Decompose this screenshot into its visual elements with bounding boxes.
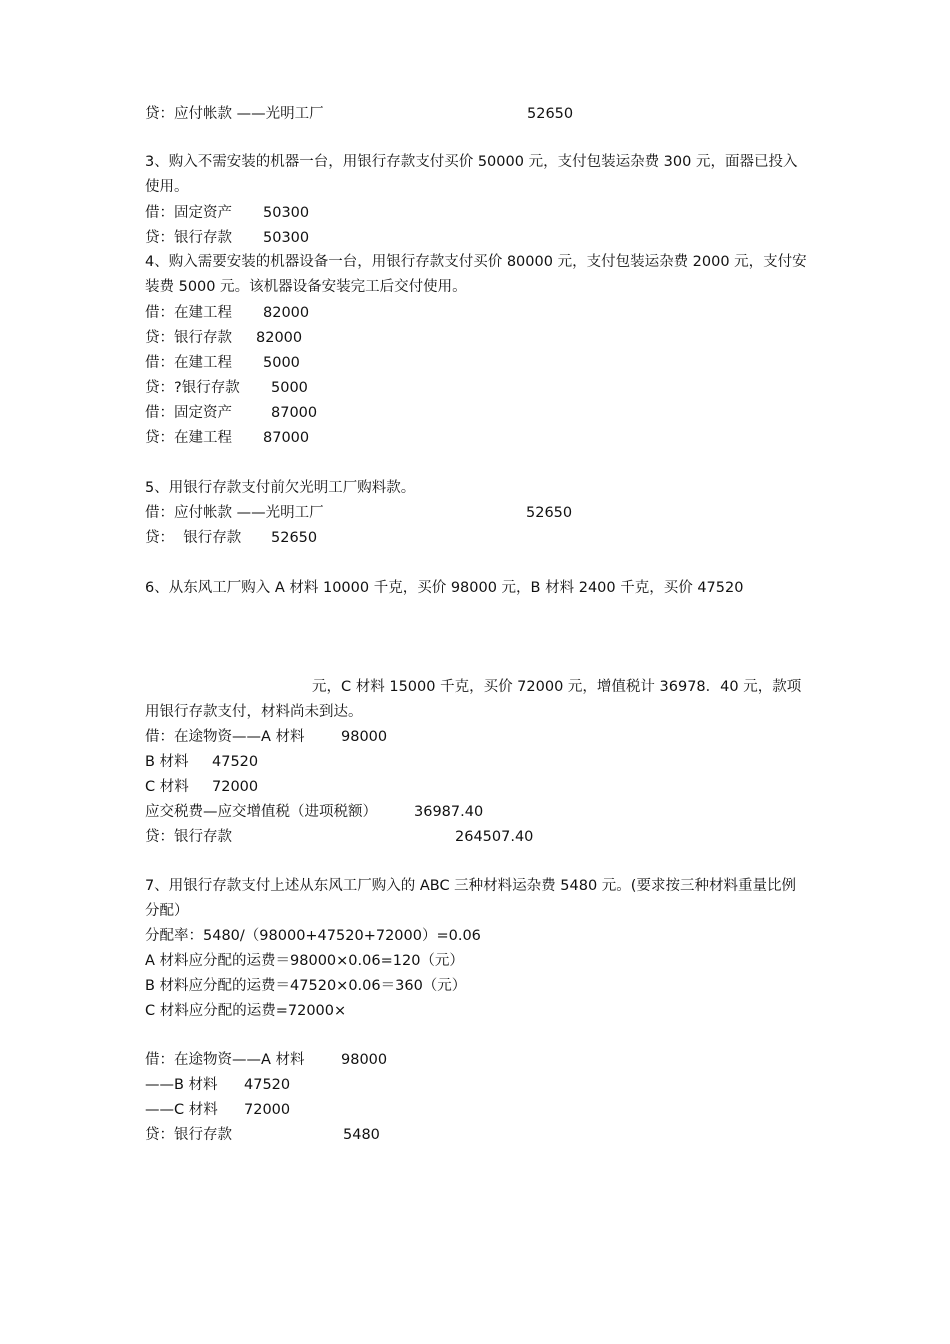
entry-amount: 82000 [256,330,303,346]
entry-label: 借：在建工程 [145,355,232,371]
calc-line: A 材料应分配的运费＝98000×0.06=120（元） [145,953,464,969]
entry-label: 贷：在建工程 [145,430,232,446]
entry-amount: 5000 [263,355,300,371]
entry-amount: 5000 [271,380,308,396]
entry-label: 贷： 银行存款 [145,530,242,546]
question-6-text-part1: 6、从东风工厂购入 A 材料 10000 千克，买价 98000 元，B 材料 2400 千克，买价 47520 [145,580,744,596]
calc-line: C 材料应分配的运费=72000× [145,1003,347,1019]
entry-amount: 36987.40 [414,804,484,820]
entry-label: ——B 材料 [145,1077,218,1093]
question-6-text-part2: 元，C 材料 15000 千克，买价 72000 元，增值税计 36978．40 元，款项 [312,679,802,695]
entry-label: 借：固定资产 [145,205,232,221]
question-4-text: 4、购入需要安装的机器设备一台，用银行存款支付买价 80000 元，支付包装运杂费 2000 元，支付安装费 5000 元。该机器设备安装完工后交付使用。 [145,254,807,295]
entry-amount: 50300 [263,230,310,246]
entry-amount: 98000 [341,1052,388,1068]
entry-label: ——C 材料 [145,1102,218,1118]
entry-amount: 72000 [212,779,259,795]
entry-amount: 52650 [271,530,318,546]
entry-label: 贷：应付帐款 ——光明工厂 [145,106,324,122]
entry-amount: 47520 [244,1077,291,1093]
entry-label: B 材料 [145,754,189,770]
entry-label: 贷：银行存款 [145,330,232,346]
entry-amount: 72000 [244,1102,291,1118]
question-5-text: 5、用银行存款支付前欠光明工厂购料款。 [145,480,416,496]
entry-amount: 5480 [343,1127,380,1143]
entry-amount: 264507.40 [455,829,534,845]
entry-label: 贷：?银行存款 [145,380,240,396]
entry-label: 借：固定资产 [145,405,232,421]
entry-amount: 47520 [212,754,259,770]
question-3-text: 3、购入不需安装的机器一台，用银行存款支付买价 50000 元，支付包装运杂费 300 元，面器已投入使用。 [145,154,798,195]
entry-label: 应交税费—应交增值税（进项税额） [145,804,377,820]
question-6-text-part3: 用银行存款支付，材料尚未到达。 [145,704,363,720]
calc-line: B 材料应分配的运费＝47520×0.06＝360（元） [145,978,467,994]
entry-label: 借：在途物资——A 材料 [145,1052,305,1068]
entry-amount: 50300 [263,205,310,221]
entry-amount: 82000 [263,305,310,321]
entry-label: 借：在途物资——A 材料 [145,729,305,745]
entry-label: 贷：银行存款 [145,829,232,845]
question-7-text: 7、用银行存款支付上述从东风工厂购入的 ABC 三种材料运杂费 5480 元。(要求按三种材料重量比例分配） [145,878,796,919]
entry-label: 借：应付帐款 ——光明工厂 [145,505,324,521]
entry-label: 借：在建工程 [145,305,232,321]
calc-line: 分配率：5480/（98000+47520+72000）=0.06 [145,928,481,944]
entry-amount: 52650 [526,505,573,521]
entry-label: 贷：银行存款 [145,230,232,246]
entry-amount: 98000 [341,729,388,745]
entry-label: C 材料 [145,779,189,795]
entry-amount: 87000 [263,430,310,446]
entry-amount: 52650 [527,106,574,122]
entry-label: 贷：银行存款 [145,1127,232,1143]
entry-amount: 87000 [271,405,318,421]
